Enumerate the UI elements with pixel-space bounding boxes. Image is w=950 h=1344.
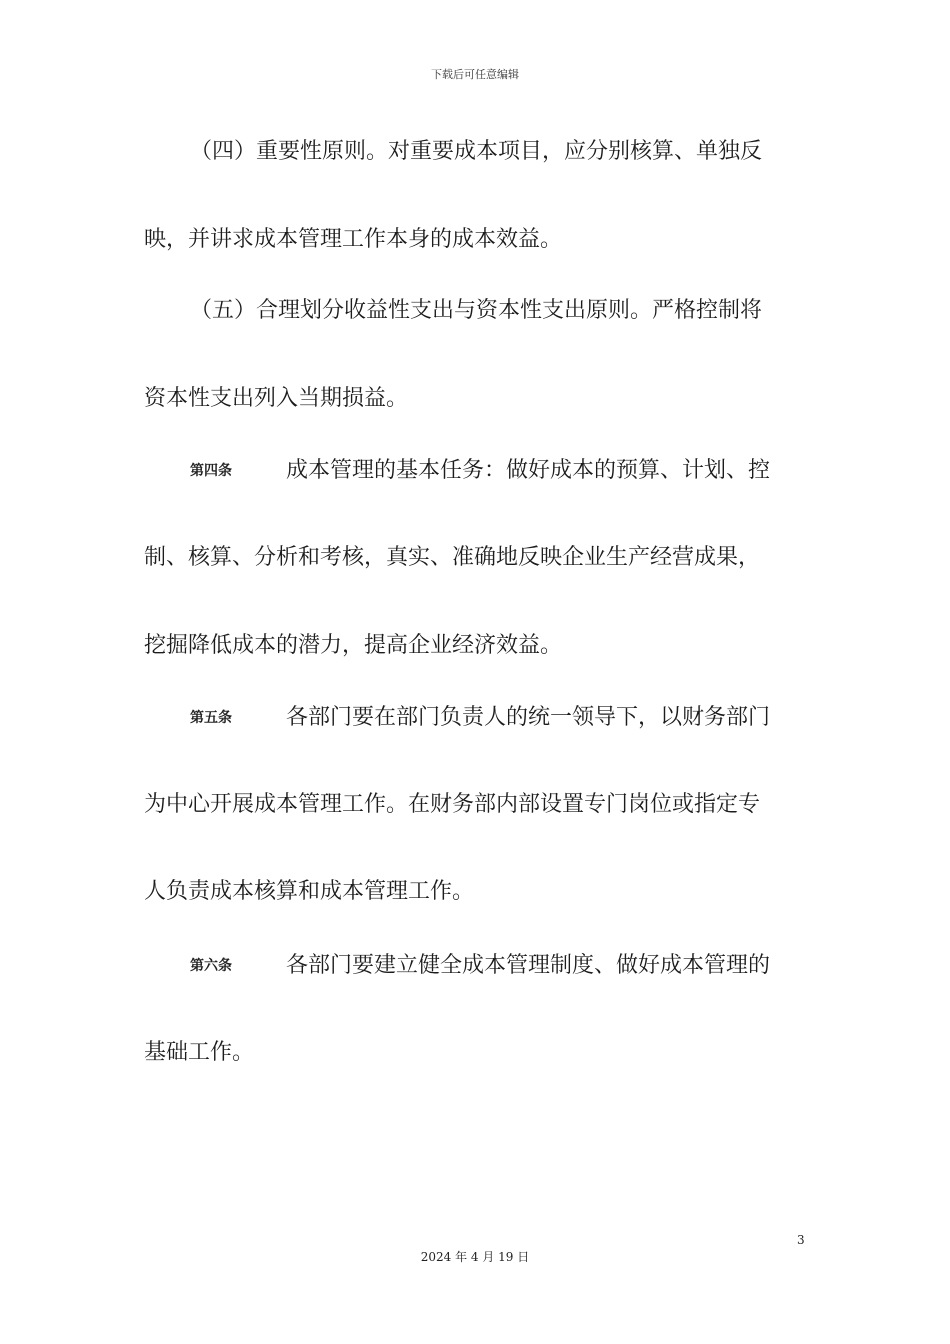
paragraph-line: 制、核算、分析和考核，真实、准确地反映企业生产经营成果， bbox=[144, 545, 761, 570]
paragraph-line: 人负责成本核算和成本管理工作。 bbox=[144, 879, 475, 904]
page-number: 3 bbox=[797, 1233, 805, 1247]
article-text: 各部门要在部门负责人的统一领导下，以财务部门 bbox=[286, 705, 771, 730]
article-label: 第四条 bbox=[190, 463, 232, 479]
article-label: 第六条 bbox=[190, 958, 232, 974]
article-label: 第五条 bbox=[190, 710, 232, 726]
paragraph-line: 资本性支出列入当期损益。 bbox=[144, 386, 409, 411]
paragraph-line: 基础工作。 bbox=[144, 1040, 255, 1065]
article-text: 成本管理的基本任务：做好成本的预算、计划、控 bbox=[286, 458, 771, 483]
footer-date: 2024 年 4 月 19 日 bbox=[420, 1250, 530, 1264]
article-6-line bbox=[190, 951, 814, 981]
article-5-line bbox=[190, 703, 814, 733]
page-header: 下载后可任意编辑 bbox=[431, 68, 519, 81]
paragraph-line: （四）重要性原则。对重要成本项目，应分别核算、单独反 bbox=[190, 139, 763, 164]
paragraph-line: 为中心开展成本管理工作。在财务部内部设置专门岗位或指定专 bbox=[144, 792, 761, 817]
paragraph-line: 挖掘降低成本的潜力，提高企业经济效益。 bbox=[144, 633, 563, 658]
article-text: 各部门要建立健全成本管理制度、做好成本管理的 bbox=[286, 953, 771, 978]
article-4-line bbox=[190, 456, 814, 486]
paragraph-line: 映，并讲求成本管理工作本身的成本效益。 bbox=[144, 227, 563, 252]
paragraph-line: （五）合理划分收益性支出与资本性支出原则。严格控制将 bbox=[190, 298, 763, 323]
